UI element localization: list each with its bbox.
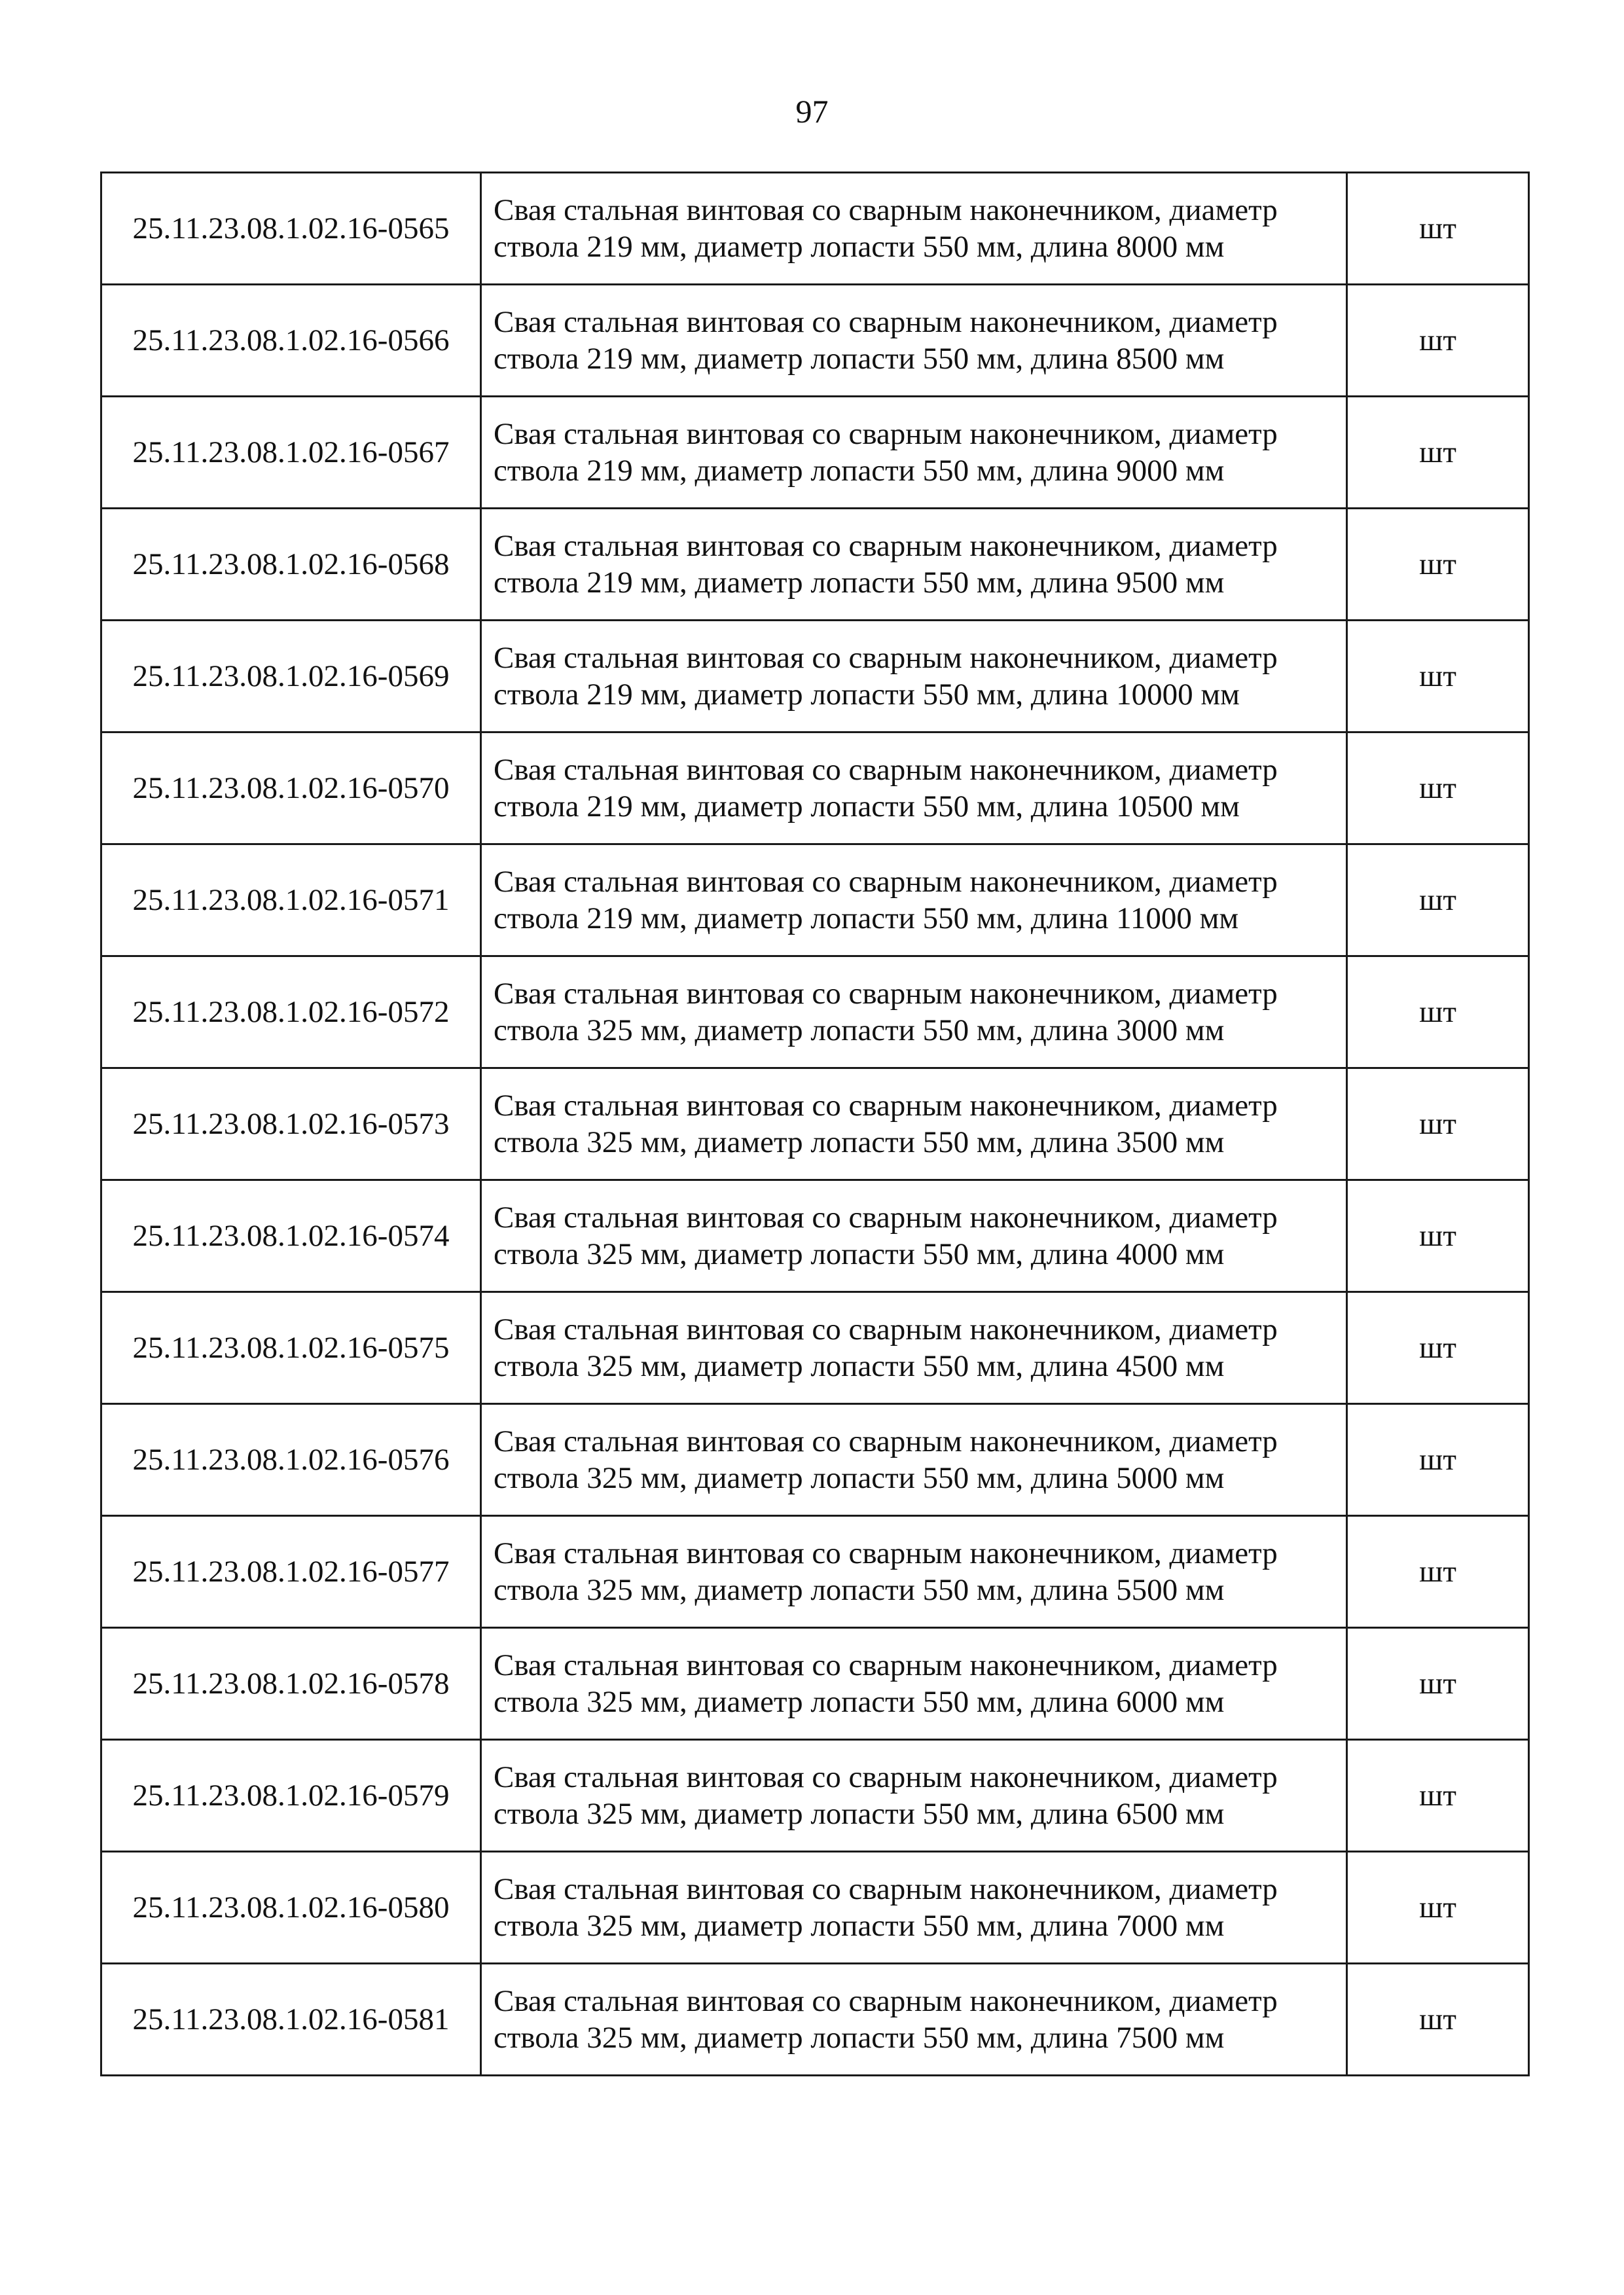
table-row [101,1964,1529,2076]
table-row [101,844,1529,956]
resource-code: 25.11.23.08.1.02.16-0568 [101,509,481,621]
table-row [101,1628,1529,1740]
resource-unit: шт [1347,956,1529,1068]
resource-description: Свая стальная винтовая со сварным наконечником, диаметр ствола 219 мм, диаметр лопасти 550 мм, длина 8000 мм [481,173,1347,285]
resource-description: Свая стальная винтовая со сварным наконечником, диаметр ствола 219 мм, диаметр лопасти 550 мм, длина 10500 мм [481,732,1347,844]
resource-description: Свая стальная винтовая со сварным наконечником, диаметр ствола 325 мм, диаметр лопасти 550 мм, длина 5000 мм [481,1404,1347,1516]
resource-unit: шт [1347,1852,1529,1964]
resource-description: Свая стальная винтовая со сварным наконечником, диаметр ствола 325 мм, диаметр лопасти 550 мм, длина 4000 мм [481,1180,1347,1292]
resource-description: Свая стальная винтовая со сварным наконечником, диаметр ствола 325 мм, диаметр лопасти 550 мм, длина 6000 мм [481,1628,1347,1740]
resource-code: 25.11.23.08.1.02.16-0581 [101,1964,481,2076]
resource-unit: шт [1347,285,1529,397]
resource-code: 25.11.23.08.1.02.16-0577 [101,1516,481,1628]
resource-unit: шт [1347,1740,1529,1852]
resource-code: 25.11.23.08.1.02.16-0571 [101,844,481,956]
resource-unit: шт [1347,1628,1529,1740]
table-row [101,1852,1529,1964]
resource-code: 25.11.23.08.1.02.16-0574 [101,1180,481,1292]
resource-unit: шт [1347,397,1529,509]
resource-description: Свая стальная винтовая со сварным наконечником, диаметр ствола 325 мм, диаметр лопасти 550 мм, длина 4500 мм [481,1292,1347,1404]
table-row [101,173,1529,285]
resource-unit: шт [1347,844,1529,956]
table-row [101,621,1529,732]
resource-unit: шт [1347,1292,1529,1404]
resource-unit: шт [1347,1516,1529,1628]
resource-unit: шт [1347,173,1529,285]
resource-code: 25.11.23.08.1.02.16-0572 [101,956,481,1068]
resource-description: Свая стальная винтовая со сварным наконечником, диаметр ствола 219 мм, диаметр лопасти 550 мм, длина 8500 мм [481,285,1347,397]
resource-unit: шт [1347,732,1529,844]
table-row [101,397,1529,509]
table-row [101,509,1529,621]
resource-description: Свая стальная винтовая со сварным наконечником, диаметр ствола 325 мм, диаметр лопасти 550 мм, длина 3500 мм [481,1068,1347,1180]
resource-code: 25.11.23.08.1.02.16-0576 [101,1404,481,1516]
resource-code: 25.11.23.08.1.02.16-0569 [101,621,481,732]
resource-description: Свая стальная винтовая со сварным наконечником, диаметр ствола 325 мм, диаметр лопасти 550 мм, длина 6500 мм [481,1740,1347,1852]
resource-unit: шт [1347,621,1529,732]
resource-code: 25.11.23.08.1.02.16-0570 [101,732,481,844]
resource-description: Свая стальная винтовая со сварным наконечником, диаметр ствола 219 мм, диаметр лопасти 550 мм, длина 11000 мм [481,844,1347,956]
table-row [101,956,1529,1068]
resource-description: Свая стальная винтовая со сварным наконечником, диаметр ствола 219 мм, диаметр лопасти 550 мм, длина 10000 мм [481,621,1347,732]
table-row [101,1740,1529,1852]
resource-unit: шт [1347,1068,1529,1180]
resource-code: 25.11.23.08.1.02.16-0579 [101,1740,481,1852]
resource-description: Свая стальная винтовая со сварным наконечником, диаметр ствола 219 мм, диаметр лопасти 550 мм, длина 9500 мм [481,509,1347,621]
table-row [101,1068,1529,1180]
resource-unit: шт [1347,1180,1529,1292]
resource-unit: шт [1347,1964,1529,2076]
resource-description: Свая стальная винтовая со сварным наконечником, диаметр ствола 325 мм, диаметр лопасти 550 мм, длина 5500 мм [481,1516,1347,1628]
page-number: 97 [795,93,829,130]
table-row [101,1180,1529,1292]
resource-code: 25.11.23.08.1.02.16-0567 [101,397,481,509]
resource-code: 25.11.23.08.1.02.16-0573 [101,1068,481,1180]
resource-description: Свая стальная винтовая со сварным наконечником, диаметр ствола 325 мм, диаметр лопасти 550 мм, длина 7000 мм [481,1852,1347,1964]
resource-code: 25.11.23.08.1.02.16-0575 [101,1292,481,1404]
table-row [101,1292,1529,1404]
table-row [101,1516,1529,1628]
table-row [101,1404,1529,1516]
resource-unit: шт [1347,1404,1529,1516]
resource-table [100,172,1530,2076]
resource-code: 25.11.23.08.1.02.16-0580 [101,1852,481,1964]
table-row [101,732,1529,844]
resource-description: Свая стальная винтовая со сварным наконечником, диаметр ствола 219 мм, диаметр лопасти 550 мм, длина 9000 мм [481,397,1347,509]
resource-code: 25.11.23.08.1.02.16-0565 [101,173,481,285]
resource-unit: шт [1347,509,1529,621]
resource-description: Свая стальная винтовая со сварным наконечником, диаметр ствола 325 мм, диаметр лопасти 550 мм, длина 3000 мм [481,956,1347,1068]
resource-table-body [101,173,1529,2076]
resource-code: 25.11.23.08.1.02.16-0566 [101,285,481,397]
resource-description: Свая стальная винтовая со сварным наконечником, диаметр ствола 325 мм, диаметр лопасти 550 мм, длина 7500 мм [481,1964,1347,2076]
table-row [101,285,1529,397]
resource-code: 25.11.23.08.1.02.16-0578 [101,1628,481,1740]
